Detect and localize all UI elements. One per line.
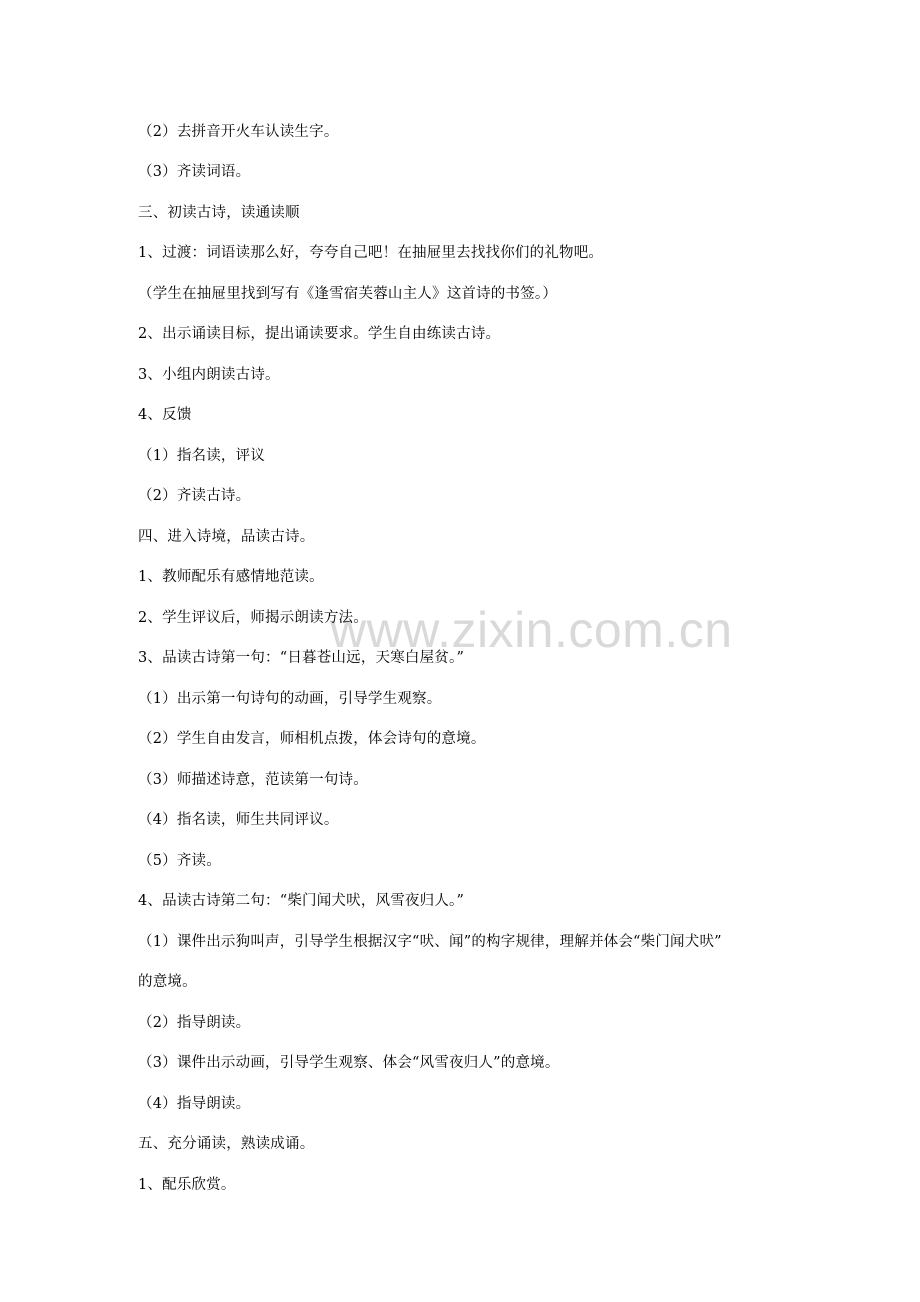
text-line: （学生在抽屉里找到写有《逢雪宿芙蓉山主人》这首诗的书签。） (138, 286, 558, 302)
section-heading: 三、初读古诗，读通读顺 (138, 205, 300, 221)
text-line: （2）学生自由发言，师相机点拨，体会诗句的意境。 (138, 731, 486, 747)
text-line: 1、教师配乐有感情地范读。 (138, 569, 324, 585)
text-line: 3、小组内朗读古诗。 (138, 367, 280, 383)
text-line: （3）齐读词语。 (138, 164, 251, 180)
text-line: （4）指导朗读。 (138, 1096, 251, 1112)
text-line: 1、配乐欣赏。 (138, 1177, 236, 1193)
text-line: 1、过渡：词语读那么好，夸夸自己吧！在抽屉里去找找你们的礼物吧。 (138, 245, 604, 261)
text-line: （3）课件出示动画，引导学生观察、体会“风雪夜归人”的意境。 (138, 1055, 560, 1071)
text-line: （5）齐读。 (138, 853, 221, 869)
section-heading: 五、充分诵读，熟读成诵。 (138, 1136, 315, 1152)
text-line: （3）师描述诗意，范读第一句诗。 (138, 772, 368, 788)
text-line: （2）指导朗读。 (138, 1015, 251, 1031)
text-line: 4、品读古诗第二句：“柴门闻犬吠，风雪夜归人。” (138, 893, 465, 909)
text-line: 4、反馈 (138, 407, 192, 423)
text-line: （1）出示第一句诗句的动画，引导学生观察。 (138, 691, 442, 707)
text-line: （1）指名读，评议 (138, 448, 266, 464)
text-line: 2、出示诵读目标，提出诵读要求。学生自由练读古诗。 (138, 326, 501, 342)
text-line: 的意境。 (138, 974, 197, 990)
text-line: （4）指名读，师生共同评议。 (138, 812, 339, 828)
text-line: （2）齐读古诗。 (138, 488, 251, 504)
text-line: 3、品读古诗第一句：“日暮苍山远，天寒白屋贫。” (138, 650, 465, 666)
text-line: （2）去拼音开火车认读生字。 (138, 124, 339, 140)
text-line: （1）课件出示狗叫声，引导学生根据汉字“吠、闻”的构字规律，理解并体会“柴门闻犬吠” (138, 934, 722, 950)
section-heading: 四、进入诗境，品读古诗。 (138, 529, 315, 545)
text-line: 2、学生评议后，师揭示朗读方法。 (138, 610, 368, 626)
watermark-text: www.zixin.com.cn (330, 602, 733, 658)
